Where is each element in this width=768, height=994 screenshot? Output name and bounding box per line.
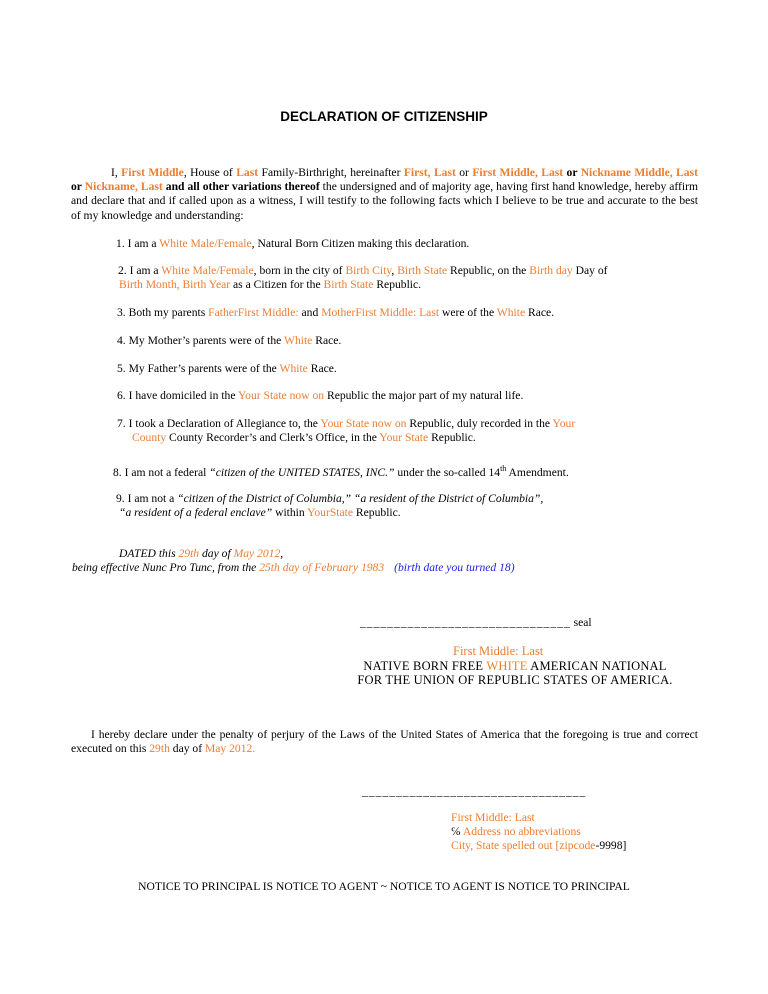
item-text: under the so-called 14 <box>394 465 501 479</box>
item-text: Republic. <box>373 278 422 291</box>
perjury-paragraph <box>71 728 698 756</box>
field-birth-day: Birth day <box>529 264 573 277</box>
field-state: YourState <box>307 506 354 519</box>
city-state-line <box>451 839 626 852</box>
item-text: within <box>272 506 308 519</box>
item-8 <box>113 464 569 479</box>
item-text: 9. I am not a <box>116 492 178 505</box>
field-birth-state: Birth State <box>323 278 374 291</box>
item-text: , born in the city of <box>253 264 346 277</box>
intro-variations: and all other variations thereof <box>162 180 320 194</box>
intro-text: Family-Birthright, hereinafter <box>258 166 404 179</box>
item-text: Republic, duly recorded in the <box>406 417 553 430</box>
field-birth-month-year: Birth Month, Birth Year <box>119 278 231 291</box>
field-first-middle: First Middle <box>121 166 184 179</box>
document-title: DECLARATION OF CITIZENSHIP <box>280 109 488 124</box>
field-day: 29th <box>178 547 200 560</box>
intro-text: , House of <box>183 166 237 179</box>
union-line: FOR THE UNION OF REPUBLIC STATES OF AMERICA. <box>357 673 673 687</box>
item-2-line-2 <box>119 278 421 291</box>
item-text: and <box>298 306 322 319</box>
item-text: County Recorder’s and Clerk’s Office, in the <box>166 431 380 444</box>
field-county: Your <box>552 417 576 430</box>
signer-name-2: First Middle: Last <box>451 811 535 824</box>
native-born-line <box>330 659 700 674</box>
dated-text: day of <box>199 547 234 560</box>
item-text: , <box>391 264 398 277</box>
item-text: 3. Both my parents <box>117 306 209 319</box>
dated-line <box>119 547 283 560</box>
item-text: as a Citizen for the <box>230 278 324 291</box>
signature-underline: _______________________________ <box>360 616 571 629</box>
native-text: NATIVE BORN FREE <box>363 659 487 673</box>
signature-line-2: _________________________________ <box>362 785 587 798</box>
birth-date-note: (birth date you turned 18) <box>394 561 515 574</box>
item-quote: “citizen of the UNITED STATES, INC.” <box>209 465 395 479</box>
item-text: Race. <box>525 306 555 319</box>
item-3 <box>117 306 554 319</box>
field-mother-name: MotherFirst Middle: Last <box>321 306 440 319</box>
item-text: Republic the major part of my natural life. <box>324 389 524 402</box>
item-6 <box>117 389 523 402</box>
item-9-line-2 <box>119 506 401 519</box>
field-first-middle-last: First Middle, Last <box>472 166 564 179</box>
dated-text: , <box>280 547 284 560</box>
address-line <box>451 825 581 838</box>
field-month-year: May 2012 <box>204 742 253 756</box>
item-text: 5. My Father’s parents were of the <box>117 362 280 375</box>
item-7-line-1 <box>117 417 575 430</box>
field-nickname-last: Nickname, Last <box>84 180 163 194</box>
field-address: Address no abbreviations <box>460 825 581 838</box>
field-race: White <box>279 362 308 375</box>
item-quote: “a resident of a federal enclave” <box>119 506 273 519</box>
field-race: White <box>284 334 313 347</box>
effective-line <box>72 561 515 574</box>
field-nickname-middle-last: Nickname Middle, Last <box>580 166 698 179</box>
field-county: County <box>132 431 167 444</box>
intro-text: the undersigned and of majority age, having first hand knowledge, hereby affirm and declare that and if called upon as a witness, I will testify to the following facts which I believe to be true and accurate to the best of my knowledge and understanding: <box>71 180 698 222</box>
item-4 <box>117 334 341 347</box>
item-text: Republic. <box>428 431 476 444</box>
item-text: Day of <box>572 264 608 277</box>
field-city-state: City, State spelled out [zipcode <box>451 839 596 852</box>
item-text: were of the <box>439 306 497 319</box>
item-text: Republic. <box>353 506 401 519</box>
seal-label: seal <box>570 616 592 629</box>
field-birth-date: 25th day of February 1983 <box>259 561 385 574</box>
field-father-name: FatherFirst Middle: <box>208 306 299 319</box>
item-text: 4. My Mother’s parents were of the <box>117 334 284 347</box>
item-text: Race. <box>312 334 342 347</box>
item-7-line-2 <box>132 431 476 444</box>
item-5 <box>117 362 337 375</box>
item-text: 1. I am a <box>116 237 160 250</box>
notice-line: NOTICE TO PRINCIPAL IS NOTICE TO AGENT ~ NOTICE TO AGENT IS NOTICE TO PRINCIPAL <box>138 880 630 893</box>
item-text: 6. I have domiciled in the <box>117 389 238 402</box>
care-of-icon: ℅ <box>451 825 461 838</box>
item-quote: “citizen of the District of Columbia,” “a resident of the District of Columbia”, <box>177 492 544 505</box>
perjury-text: . <box>252 742 256 756</box>
signer-name: First Middle: Last <box>453 644 544 658</box>
intro-or: or <box>71 180 85 194</box>
item-text: 7. I took a Declaration of Allegiance to, the <box>117 417 321 430</box>
intro-text: I, <box>111 166 122 179</box>
field-birth-state: Birth State <box>397 264 448 277</box>
field-sex: White Male/Female <box>161 264 254 277</box>
signature-line-1 <box>360 616 592 629</box>
superscript-th: th <box>500 464 507 473</box>
field-month-year: May 2012 <box>233 547 281 560</box>
field-day: 29th <box>149 742 170 756</box>
intro-text: or <box>455 166 473 179</box>
perjury-text: I hereby declare under the penalty of perjury of the Laws of the United States of America that the foregoing is true and correct executed on this <box>71 728 698 756</box>
field-state: Your State now on <box>320 417 407 430</box>
field-race: WHITE <box>486 659 528 673</box>
perjury-text: day of <box>169 742 205 756</box>
intro-paragraph <box>71 166 698 223</box>
field-state: Your State <box>379 431 429 444</box>
item-text: , Natural Born Citizen making this declaration. <box>251 237 470 250</box>
field-first-last: First, Last <box>403 166 456 179</box>
item-text: 2. I am a <box>118 264 162 277</box>
field-sex: White Male/Female <box>159 237 252 250</box>
field-state: Your State now on <box>237 389 325 402</box>
field-birth-city: Birth City <box>345 264 392 277</box>
dated-text: being effective Nunc Pro Tunc, from the <box>72 561 260 574</box>
field-last: Last <box>236 166 259 179</box>
item-9-line-1 <box>116 492 543 505</box>
item-text: Amendment. <box>506 465 569 479</box>
item-text: Republic, on the <box>447 264 530 277</box>
item-2-line-1 <box>118 264 607 277</box>
item-1 <box>116 237 469 250</box>
dated-text: DATED this <box>119 547 179 560</box>
item-text: 8. I am not a federal <box>113 465 210 479</box>
zip-suffix: -9998] <box>595 839 627 852</box>
intro-or: or <box>563 166 581 179</box>
field-race: White <box>496 306 526 319</box>
item-text: Race. <box>307 362 337 375</box>
native-text: AMERICAN NATIONAL <box>527 659 667 673</box>
